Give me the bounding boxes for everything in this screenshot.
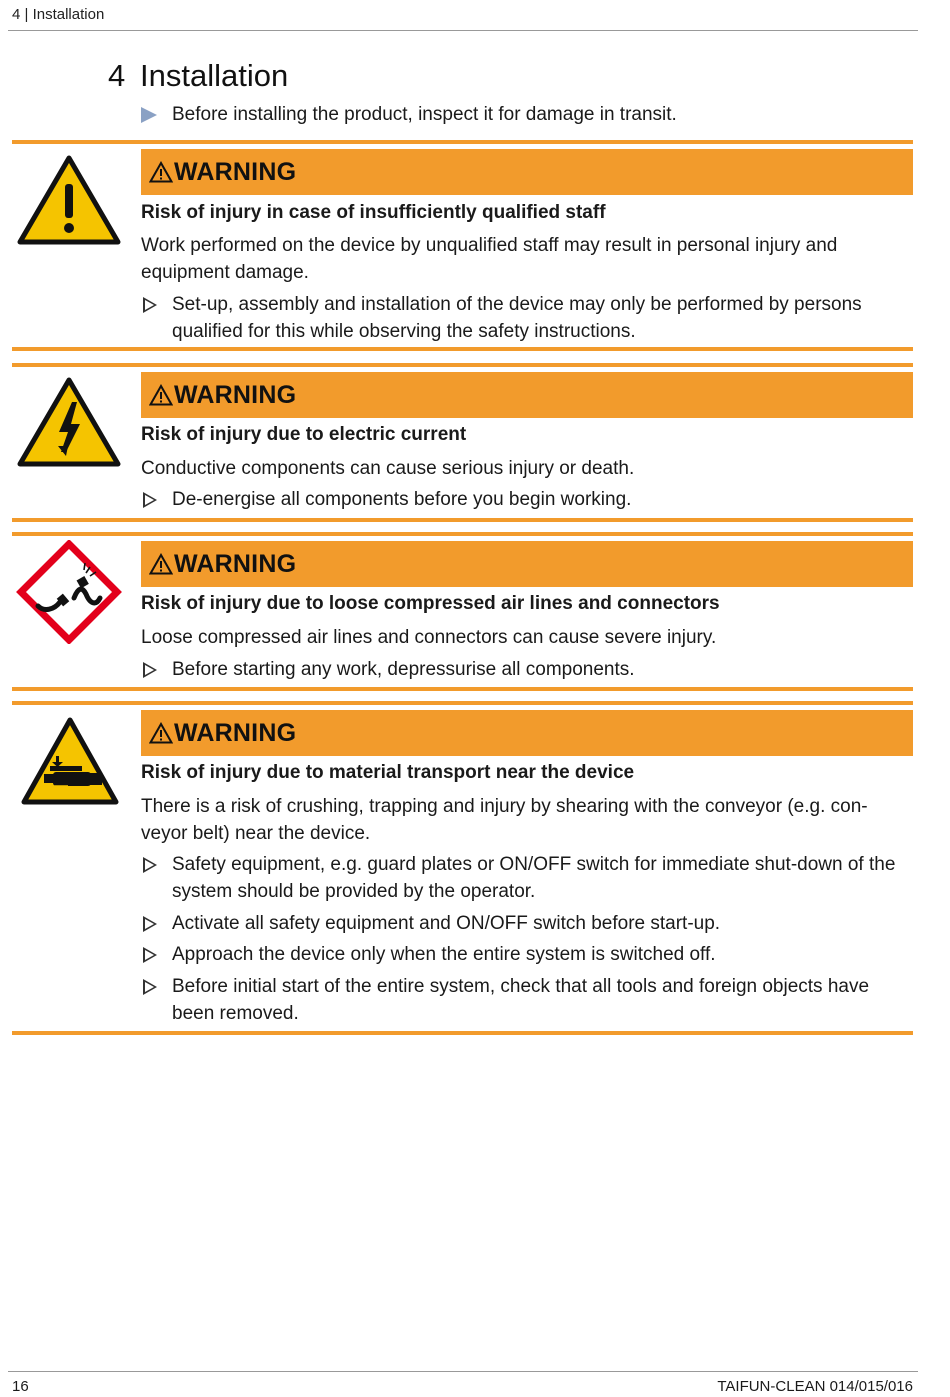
warning-step: Approach the device only when the entire system is switched off. bbox=[141, 941, 906, 968]
header-rule bbox=[8, 30, 918, 31]
warning-title: Risk of injury due to material transport near the device bbox=[141, 762, 635, 783]
warning-title: Risk of injury due to loose compressed air lines and connectors bbox=[141, 593, 720, 614]
intro-instruction bbox=[141, 104, 677, 126]
warning-description: Loose compressed air lines and connectors can cause severe injury. bbox=[141, 627, 717, 648]
footer-rule bbox=[8, 1371, 918, 1372]
general-warning-icon bbox=[16, 154, 122, 246]
warning-bottom-rule bbox=[12, 687, 913, 691]
section-heading bbox=[108, 58, 288, 94]
electric-hazard-icon bbox=[16, 376, 122, 468]
triangle-bullet-icon bbox=[143, 979, 157, 995]
warning-title: Risk of injury due to electric current bbox=[141, 424, 467, 445]
warning-step: Activate all safety equipment and ON/OFF switch before start-up. bbox=[141, 910, 906, 937]
warning-top-rule bbox=[12, 140, 913, 144]
triangle-bullet-icon bbox=[143, 297, 157, 313]
triangle-bullet-icon bbox=[143, 916, 157, 932]
warning-label: WARNING bbox=[174, 718, 297, 747]
warning-banner bbox=[141, 372, 913, 418]
product-name: TAIFUN-CLEAN 014/015/016 bbox=[717, 1378, 913, 1395]
warning-banner bbox=[141, 149, 913, 195]
warning-label: WARNING bbox=[174, 549, 297, 578]
intro-text: Before installing the product, inspect it for damage in transit. bbox=[172, 104, 677, 125]
warning-step: Before initial start of the entire system, check that all tools and foreign objects have been removed. bbox=[141, 973, 906, 1027]
triangle-bullet-icon bbox=[143, 492, 157, 508]
warning-step: Safety equipment, e.g. guard plates or ON/OFF switch for immediate shut-down of the system should be provided by the operator. bbox=[141, 851, 906, 905]
blue-arrow-icon bbox=[141, 107, 157, 123]
warning-triangle-icon bbox=[149, 722, 173, 744]
triangle-bullet-icon bbox=[143, 857, 157, 873]
warning-step: Set-up, assembly and installation of the device may only be performed by persons qualified for this while observing the safety instructions. bbox=[141, 291, 906, 345]
warning-description: Work performed on the device by unqualified staff may result in personal injury and equipment damage. bbox=[141, 235, 838, 283]
warning-description: Conductive components can cause serious injury or death. bbox=[141, 458, 635, 479]
warning-triangle-icon bbox=[149, 553, 173, 575]
warning-top-rule bbox=[12, 363, 913, 367]
triangle-bullet-icon bbox=[143, 662, 157, 678]
section-number: 4 bbox=[108, 58, 126, 93]
warning-bottom-rule bbox=[12, 1031, 913, 1035]
page-number: 16 bbox=[12, 1378, 29, 1395]
warning-label: WARNING bbox=[174, 157, 297, 186]
warning-bottom-rule bbox=[12, 518, 913, 522]
warning-top-rule bbox=[12, 532, 913, 536]
warning-step: Before starting any work, depressurise all components. bbox=[141, 656, 906, 683]
warning-step: De-energise all components before you begin working. bbox=[141, 486, 906, 513]
triangle-bullet-icon bbox=[143, 947, 157, 963]
running-header: 4 | Installation bbox=[12, 6, 105, 23]
warning-title: Risk of injury in case of insufficiently qualified staff bbox=[141, 202, 606, 223]
warning-label: WARNING bbox=[174, 380, 297, 409]
hand-crush-icon bbox=[20, 716, 120, 806]
warning-banner bbox=[141, 710, 913, 756]
warning-triangle-icon bbox=[149, 161, 173, 183]
section-title: Installation bbox=[140, 58, 289, 93]
warning-triangle-icon bbox=[149, 384, 173, 406]
warning-top-rule bbox=[12, 701, 913, 705]
warning-description: There is a risk of crushing, trapping and injury by shearing with the conveyor (e.g. con-veyor belt) near the device. bbox=[141, 796, 868, 844]
warning-bottom-rule bbox=[12, 347, 913, 351]
compressed-air-hose-icon bbox=[16, 540, 122, 644]
warning-banner bbox=[141, 541, 913, 587]
